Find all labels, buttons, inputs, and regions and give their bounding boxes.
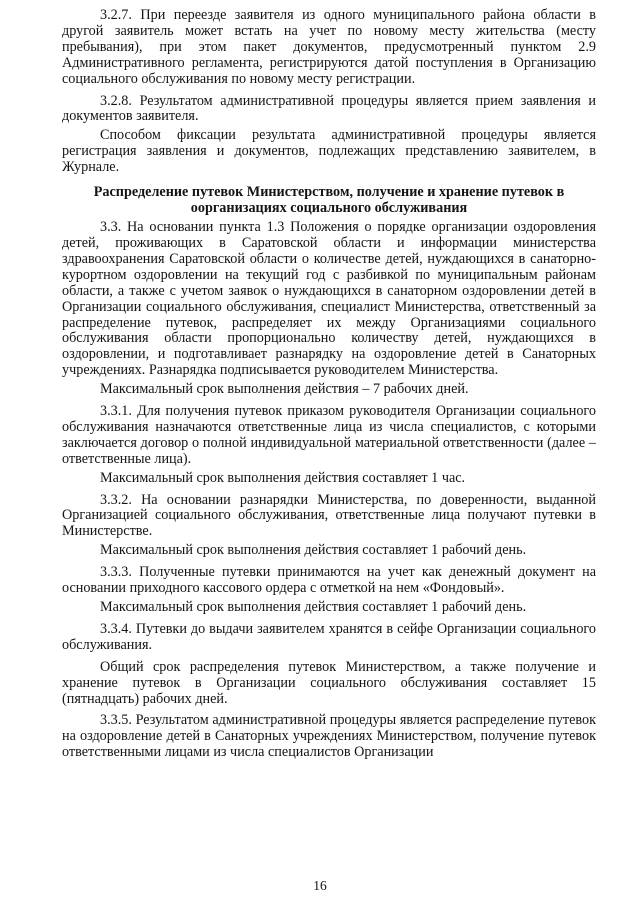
paragraph-3-3-1: 3.3.1. Для получения путевок приказом руководителя Организации социального обслуживания назначаются ответственные лица из числа специалистов, с которыми заключается договор о полной индивидуальной материальной ответственности (далее – ответственные лица). [62, 403, 596, 467]
paragraph-total-term: Общий срок распределения путевок Министерством, а также получение и хранение путевок в Организации социального обслуживания составляет 15 (пятнадцать) рабочих дней. [62, 658, 596, 707]
paragraph-3-3: 3.3. На основании пункта 1.3 Положения о порядке организации оздоровления детей, проживающих в Саратовской области и информации министерства здравоохранения Саратовской области о количестве детей, нуждающихся в санаторно-курортном оздоровлении на текущий год с разбивкой по муниципальным районам области, а также с учетом заявок о нуждающихся в санаторном оздоровлении детей в Организации социального обслуживания, специалист Министерства, ответственный за распределение путевок, распределяет их между Организациями социального обслуживания области пропорционально количеству детей, нуждающихся в оздоровлении, и подготавливает разнарядку на оздоровление детей в Санаторных учреждениях. Разнарядка подписывается руководителем Министерства. [62, 219, 596, 379]
paragraph-max-term-1-hour: Максимальный срок выполнения действия составляет 1 час. [100, 469, 466, 486]
paragraph-3-3-3: 3.3.3. Полученные путевки принимаются на учет как денежный документ на основании приходного кассового ордера с отметкой на нем «Фондовый». [62, 564, 596, 597]
paragraph-max-term-7-days: Максимальный срок выполнения действия – 7 рабочих дней. [100, 381, 469, 398]
paragraph-3-3-4: 3.3.4. Путевки до выдачи заявителем хранятся в сейфе Организации социального обслуживания. [62, 620, 596, 653]
paragraph-3-2-8: 3.2.8. Результатом административной процедуры является прием заявления и документов заявителя. [62, 92, 596, 125]
paragraph-fixation-method: Способом фиксации результата административной процедуры является регистрация заявления и документов, подлежащих представлению заявителем, в Журнале. [62, 127, 596, 176]
page-number: 16 [313, 878, 327, 893]
paragraph-3-3-5: 3.3.5. Результатом административной процедуры является распределение путевок на оздоровление детей в Санаторных учреждениях Министерством, получение путевок ответственными лицами из числа специалистов Организации [62, 712, 596, 761]
paragraph-3-2-7: 3.2.7. При переезде заявителя из одного муниципального района области в другой заявитель может встать на учет по новому месту жительства (месту пребывания), при этом пакет документов, предусмотренный пунктом 2.9 Административного регламента, регистрируются датой поступления в Организацию социального обслуживания по новому месту регистрации. [62, 7, 596, 87]
paragraph-max-term-1-day-a: Максимальный срок выполнения действия составляет 1 рабочий день. [100, 542, 527, 559]
section-heading: Распределение путевок Министерством, получение и хранение путевок в оорганизациях социального обслуживания [93, 184, 565, 217]
paragraph-3-3-2: 3.3.2. На основании разнарядки Министерства, по доверенности, выданной Организацией социального обслуживания, ответственные лица получают путевки в Министерстве. [62, 491, 596, 540]
document-page [62, 8, 596, 761]
paragraph-max-term-1-day-b: Максимальный срок выполнения действия составляет 1 рабочий день. [100, 599, 527, 615]
